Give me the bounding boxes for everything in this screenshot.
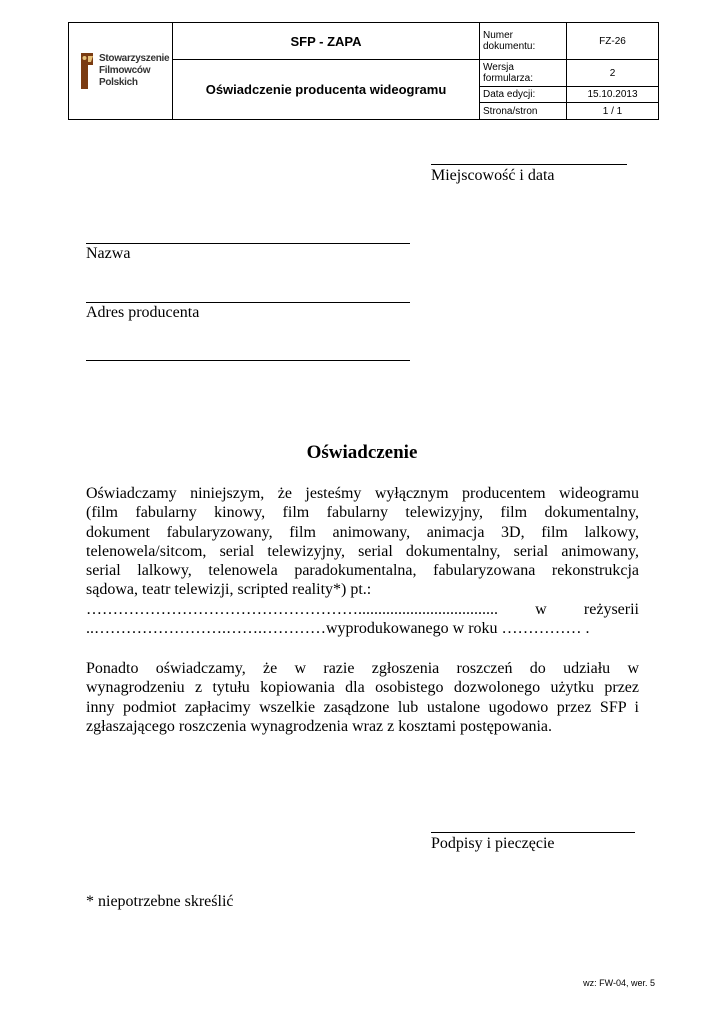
paragraph-line: dokument fabularyzowany, film animowany, animacja 3D, film lalkowy, bbox=[86, 523, 639, 541]
logo-cell bbox=[69, 23, 173, 120]
meta-label-version: Wersja formularza: bbox=[480, 60, 567, 87]
meta-value-date: 15.10.2013 bbox=[567, 87, 659, 103]
logo-text-line: Stowarzyszenie bbox=[99, 53, 170, 64]
statement-heading: Oświadczenie bbox=[306, 442, 418, 463]
statement-paragraph-1 bbox=[86, 484, 639, 638]
logo-text-line: Polskich bbox=[99, 77, 138, 88]
place-date-line[interactable] bbox=[431, 164, 627, 165]
meta-value-number: FZ-26 bbox=[567, 23, 659, 60]
address-line-2[interactable] bbox=[86, 360, 410, 361]
paragraph-line: (film fabularny kinowy, film fabularny telewizyjny, film dokumentalny, bbox=[86, 504, 639, 522]
statement-paragraph-2 bbox=[86, 659, 639, 736]
production-year-fill-line[interactable]: ..…………………….…….…………wyprodukowanego w roku …………… . bbox=[86, 620, 590, 638]
form-reference: wz: FW-04, wer. 5 bbox=[583, 978, 655, 988]
paragraph-line: zgłaszającego roszczenia wynagrodzenia wraz z kosztami postępowania. bbox=[86, 717, 552, 735]
title-director-fill-line[interactable]: ……………………………………………................................... w reżyserii bbox=[86, 600, 639, 618]
signatures-label: Podpisy i pieczęcie bbox=[431, 835, 555, 852]
paragraph-line: wynagrodzeniu z tytułu kopiowania dla osobistego dozwolonego użytku przez bbox=[86, 679, 639, 697]
paragraph-line: Ponadto oświadczamy, że w razie zgłoszenia roszczeń do udziału w bbox=[86, 660, 639, 677]
name-label: Nazwa bbox=[86, 245, 131, 262]
paragraph-line: sądowa, teatr telewizji, scripted reality*) pt.: bbox=[86, 581, 372, 599]
meta-value-pages: 1 / 1 bbox=[567, 103, 659, 120]
paragraph-line: inny podmiot zapłacimy wszelkie zasądzone lub ustalone ugodowo przez SFP i bbox=[86, 698, 639, 716]
meta-value-version: 2 bbox=[567, 60, 659, 87]
paragraph-line: serial lalkowy, telenowela paradokumentalna, fabularyzowana rekonstrukcja bbox=[86, 562, 639, 580]
meta-label-pages: Strona/stron bbox=[480, 103, 567, 120]
paragraph-line: telenowela/sitcom, serial telewizyjny, serial dokumentalny, serial animowany, bbox=[86, 542, 639, 560]
place-date-label: Miejscowość i data bbox=[431, 167, 555, 184]
meta-label-date: Data edycji: bbox=[480, 87, 567, 103]
name-line[interactable] bbox=[86, 243, 410, 244]
address-line[interactable] bbox=[86, 302, 410, 303]
signature-line[interactable] bbox=[431, 832, 635, 833]
address-label: Adres producenta bbox=[86, 304, 200, 321]
meta-label-number: Numer dokumentu: bbox=[480, 23, 567, 60]
footnote: * niepotrzebne skreślić bbox=[86, 893, 234, 910]
logo-text-line: Filmowców bbox=[99, 65, 151, 76]
sfp-logo bbox=[69, 51, 172, 91]
paragraph-line: Oświadczamy niniejszym, że jesteśmy wyłącznym producentem wideogramu bbox=[86, 485, 639, 502]
document-code: SFP - ZAPA bbox=[173, 23, 480, 60]
document-header-table bbox=[68, 22, 659, 120]
sfp-logo-icon bbox=[79, 51, 95, 91]
document-title: Oświadczenie producenta wideogramu bbox=[173, 60, 480, 120]
